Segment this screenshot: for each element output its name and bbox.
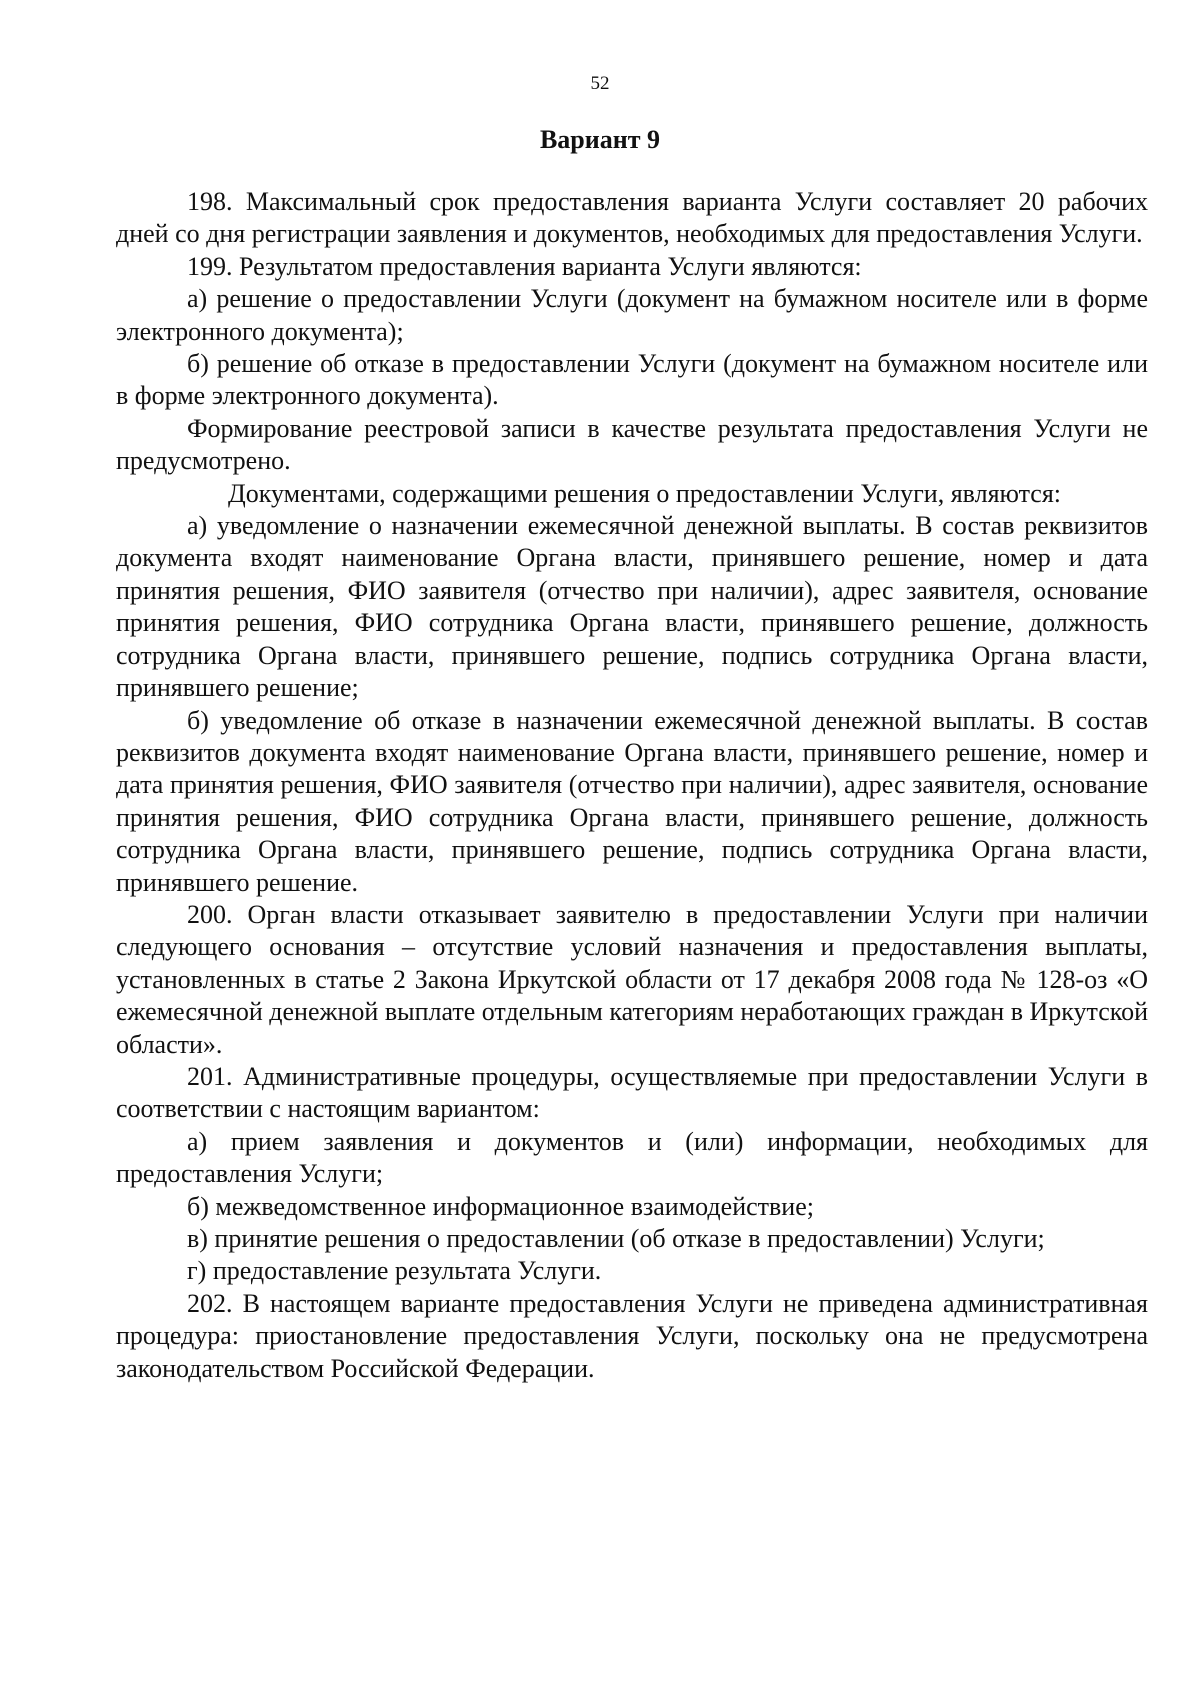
section-title: Вариант 9 bbox=[539, 125, 661, 154]
paragraph-200: 200. Орган власти отказывает заявителю в предоставлении Услуги при наличии следующего основания – отсутствие условий назначения и предоставления выплаты, установленных в статье 2 Закона Иркутской области от 17 декабря 2008 года № 128-оз «О ежемесячной денежной выплате отдельным категориям неработающих граждан в Иркутской области». bbox=[116, 899, 1148, 1059]
list-item-decision-a: а) уведомление о назначении ежемесячной денежной выплаты. В состав реквизитов документа входят наименование Органа власти, принявшего решение, номер и дата принятия решения, ФИО заявителя (отчество при наличии), адрес заявителя, основание принятия решения, ФИО сотрудника Органа власти, принявшего решение, должность сотрудника Органа власти, принявшего решение, подпись сотрудника Органа власти, принявшего решение; bbox=[116, 511, 1148, 703]
paragraph-198: 198. Максимальный срок предоставления варианта Услуги составляет 20 рабочих дней со дня регистрации заявления и документов, необходимых для предоставления Услуги. bbox=[116, 187, 1148, 249]
page-number: 52 bbox=[590, 73, 610, 94]
list-item-201-a: а) прием заявления и документов и (или) информации, необходимых для предоставления Услуги; bbox=[116, 1126, 1148, 1189]
list-item-199-b: б) решение об отказе в предоставлении Услуги (документ на бумажном носителе или в форме электронного документа). bbox=[116, 349, 1148, 411]
list-item-201-b: б) межведомственное информационное взаимодействие; bbox=[187, 1191, 814, 1221]
paragraph-registry-record: Формирование реестровой записи в качестве результата предоставления Услуги не предусмотрено. bbox=[116, 413, 1148, 476]
paragraph-202: 202. В настоящем варианте предоставления Услуги не приведена административная процедура: приостановление предоставления Услуги, поскольку она не предусмотрена законодательством Российской Федерации. bbox=[116, 1288, 1148, 1383]
paragraph-201: 201. Административные процедуры, осуществляемые при предоставлении Услуги в соответствии с настоящим вариантом: bbox=[116, 1061, 1148, 1124]
paragraph-199: 199. Результатом предоставления варианта Услуги являются: bbox=[187, 251, 862, 281]
paragraph-decision-documents: Документами, содержащими решения о предоставлении Услуги, являются: bbox=[228, 478, 1062, 508]
list-item-201-d: г) предоставление результата Услуги. bbox=[187, 1256, 602, 1286]
list-item-199-a: а) решение о предоставлении Услуги (документ на бумажном носителе или в форме электронного документа); bbox=[116, 284, 1148, 346]
list-item-decision-b: б) уведомление об отказе в назначении ежемесячной денежной выплаты. В состав реквизитов документа входят наименование Органа власти, принявшего решение, номер и дата принятия решения, ФИО заявителя (отчество при наличии), адрес заявителя, основание принятия решения, ФИО сотрудника Органа власти, принявшего решение, должность сотрудника Органа власти, принявшего решение, подпись сотрудника Органа власти, принявшего решение. bbox=[116, 705, 1148, 897]
list-item-201-c: в) принятие решения о предоставлении (об отказе в предоставлении) Услуги; bbox=[187, 1224, 1045, 1253]
document-body bbox=[116, 186, 1148, 1385]
